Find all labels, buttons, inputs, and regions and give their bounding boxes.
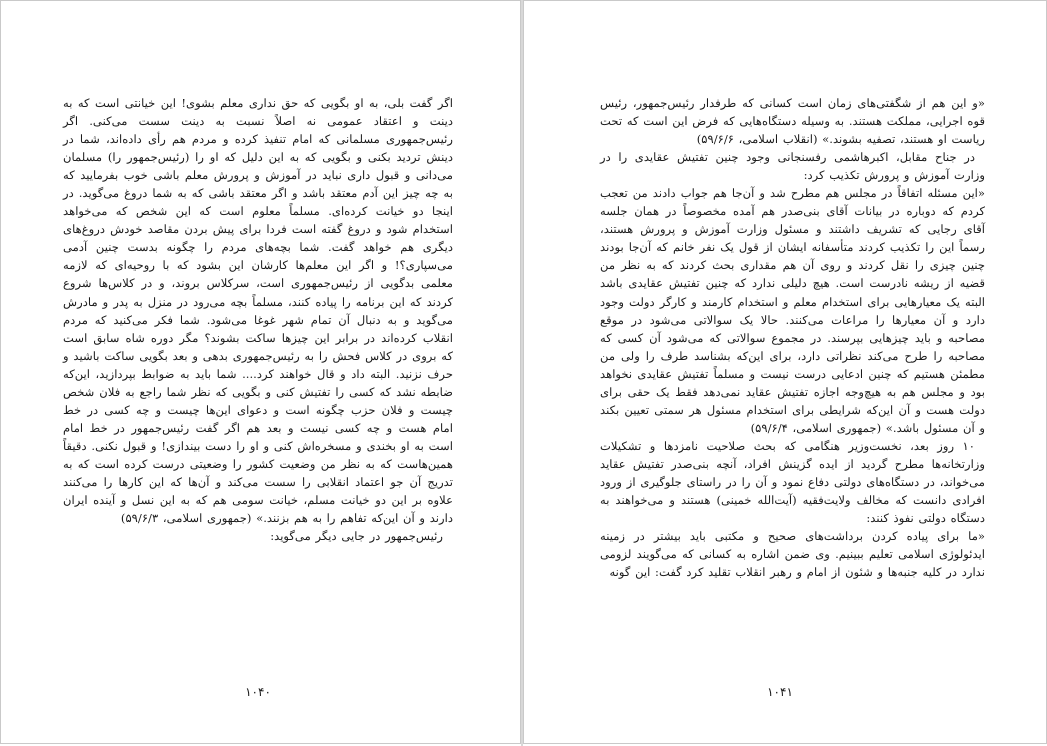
paragraph: در جناح مقابل، اکبرهاشمی رفسنجانی وجود چنین تفتیش عقایدی را در وزارت آموزش و پرورش تکذیب کرد: (600, 150, 985, 183)
page-number: ۱۰۴۱ (767, 685, 793, 699)
paragraph: ۱۰ روز بعد، نخست‌وزیر هنگامی که بحث صلاحیت نامزدها و تشکیلات وزارتخانه‌ها مطرح گردید از ایده گزینش افراد، آنچه بنی‌صدر تفتیش عقاید می‌خواند، در دستگاه‌های دولتی دفاع نمود و آن را در راستای جلوگیری از ورود افرادی دانست که مخالف ولایت‌فقیه (آیت‌الله خمینی) هستند و می‌خواهند به دستگاه دولتی نفوذ کنند: (600, 438, 985, 526)
paragraph: اگر گفت بلی، به او بگویی که حق نداری معلم بشوی! این خیانتی است که به دینت و اعتقاد عمومی نه اصلاً نسبت به دینت سست می‌کنی. اگر رئیس‌جمهوری مسلمانی که امام تنفیذ کرده و مردم هم رأی داده‌اند، شما در دینش تردید بکنی و بگویی که به این دلیل که او را (رئیس‌جمهور را) مسلمان می‌دانی و قبول داری نباید در آموزش و پرورش معلم باشی خوب بفرمایید که به چه چیز این آدم معتقد باشد و اگر معتقد باشی که به شما دروغ می‌گوید. در اینجا دو خیانت کرده‌ای. مسلماً معلوم است که این شخص که می‌خواهد استخدام شود و دروغ گفته است فردا برای پیش بردن مقاصد خودش دروغ‌های دیگری هم خواهد گفت. شما بچه‌های مردم را چگونه بدست چنین آدمی می‌سپاری؟! و اگر این معلم‌ها کارشان این بشود که با روحیه‌ای که لازمه معلمی بدگویی از رئیس‌جمهوری است، سرکلاس بروند، و در کلاس‌ها شروع کردند که این برنامه را پیاده کنند، مسلماً بچه می‌رود در منزل به پدر و مادرش می‌گوید و به دنبال آن تمام شهر غوغا می‌شود. شما فکر می‌کنید که مردم انقلاب کرده‌اند در برابر این چیزها ساکت بشوند؟ مگر دوره شاه سابق است که بروی در کلاس فحش را به رئیس‌جمهوری بدهی و بعد بگویی ساکت باشید و حرف نزنید. البته داد و قال خواهند کرد.... شما باید به ضوابط بپردازید، این‌که ضابطه نشد که کسی را تفتیش کنی و بگویی که نظر شما راجع به فلان شخص چیست و فلان حزب چگونه است و دعوای این‌ها چیست و چه کسی در خط امام هست و چه کسی نیست و بعد هم اگر گفت رئیس‌جمهور در خط امام است به او بخندی و مسخره‌اش کنی و او را دست بیندازی! و قبول نکنی. دقیقاً همین‌هاست که به نظر من وضعیت کشور را وضعیتی درست کرده است که به تدریج آن جو اعتماد انقلابی را سست می‌کند و آن‌ها که این کارها را می‌کنند علاوه بر این دو خیانت مسلم، خیانت سومی هم که به این نسل و آینده ایران دارند و آن این‌که تفاهم را به هم بزنند.» (جمهوری اسلامی، ۵۹/۶/۳) (63, 96, 453, 526)
right-page (523, 0, 1047, 744)
paragraph: «و این هم از شگفتی‌های زمان است کسانی که طرفدار رئیس‌جمهور، رئیس قوه اجرایی، مملکت هستند. به وسیله دستگاه‌هایی که فرض این است که تحت ریاست او هستند، تصفیه بشوند.» (انقلاب اسلامی، ۵۹/۶/۶) (600, 96, 985, 147)
right-page-text (600, 94, 985, 581)
left-page (0, 0, 521, 744)
paragraph: «این مسئله اتفاقاً در مجلس هم مطرح شد و آن‌جا هم جواب دادند من تعجب کردم که دوباره در بیانات آقای بنی‌صدر هم آمده مخصوصاً در همان جلسه آقای رجایی که تشریف داشتند و مسئول وزارت آموزش و پرورش هستند، رسماً این را تکذیب کردند متأسفانه ایشان از قول یک نفر خانم که آن‌جا بودند چنین چیزی را نقل کردند و روی آن هم مقداری بحث کردند که به نظر من قضیه از ریشه نادرست است. هیچ دلیلی ندارد که چنین تفتیش عقایدی باشد البته یک معیارهایی برای استخدام معلم و استخدام کارمند و کارگر دولت وجود دارد و آن معیارها را مراعات می‌کنند. حالا یک سوالاتی می‌شود در موقع مصاحبه و باید چیزهایی بپرسند. در مجموع سوالاتی که می‌شود آن کسی که مصاحبه را طرح می‌کند نظراتی دارد، برای این‌که بشناسد طرف را ولی من مطمئن هستیم که چنین ادعایی درست نیست و مسلماً تفتیش عقایدی نخواهد بود و مجلس هم به هیچ‌وجه اجازه تفتیش عقاید نمی‌دهد فقط یک حقی برای دولت هست و آن این‌که شرایطی برای استخدام مسئول هر سمتی تعیین بکند و آن مسئول باشد.» (جمهوری اسلامی، ۵۹/۶/۴) (600, 186, 985, 435)
page-number: ۱۰۴۰ (245, 685, 271, 699)
paragraph: «ما برای پیاده کردن برداشت‌های صحیح و مکتبی باید بیشتر در زمینه ایدئولوژی اسلامی تعلیم ببینیم. وی ضمن اشاره به کسانی که می‌گویند لزومی ندارد در کلیه جنبه‌ها و شئون از امام و رهبر انقلاب تقلید کرد گفت: این گونه (600, 529, 985, 580)
left-page-text (63, 94, 453, 545)
paragraph: رئیس‌جمهور در جایی دیگر می‌گوید: (270, 529, 443, 544)
